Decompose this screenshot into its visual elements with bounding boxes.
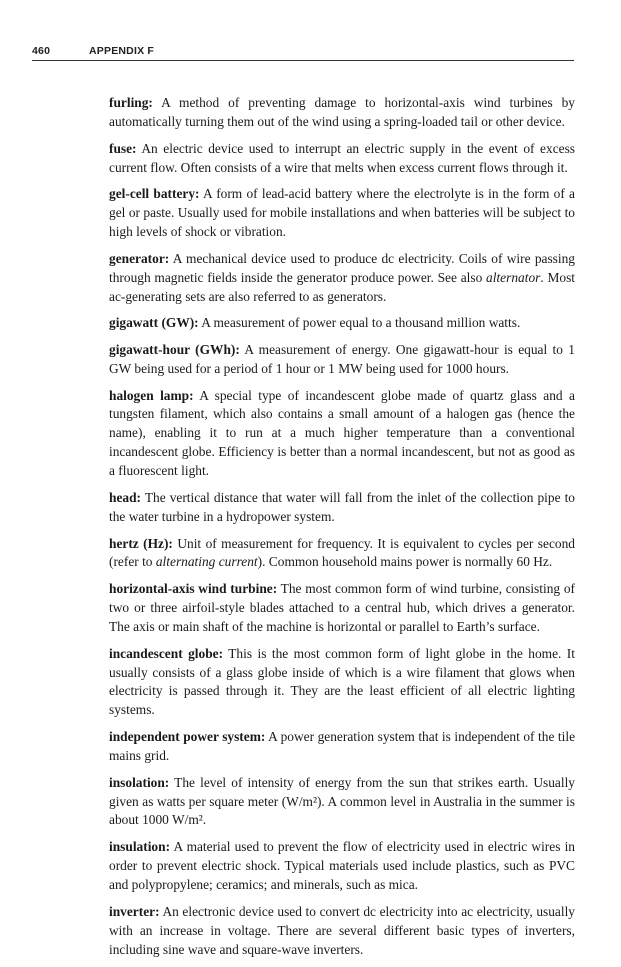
glossary-entry-horizontal-axis-wind-turbine: [109, 580, 575, 637]
glossary-entry-insolation: [109, 774, 575, 831]
glossary-definition: A measurement of power equal to a thousand million watts.: [201, 315, 521, 331]
section-label: APPENDIX F: [89, 45, 155, 57]
glossary-entry-independent-power-system: [109, 728, 575, 766]
glossary-term: gigawatt (GW):: [109, 315, 199, 331]
glossary-term: gel-cell battery:: [109, 186, 200, 202]
glossary-entry-head: [109, 489, 575, 527]
glossary-term: furling:: [109, 95, 153, 110]
page-number: 460: [32, 45, 51, 57]
glossary-definition: A special type of incandescent globe made of quartz glass and a tungsten filament, which also contains a small amount of a halogen gas (hence the name), enabling it to run at a much higher temperature than a conventional incandescent globe. Efficiency is better than a normal incandescent, but not as good as a fluorescent light.: [109, 387, 575, 479]
glossary-entry-halogen-lamp: [109, 387, 575, 482]
glossary-entry-incandescent-globe: [109, 645, 575, 721]
glossary-term: insolation:: [109, 774, 170, 790]
cross-reference: alternating current: [155, 554, 258, 570]
running-header: [32, 44, 574, 61]
glossary-definition: This is the most common form of light globe in the home. It usually consists of a glass globe inside of which is a wire filament that glows when electricity is passed through it. They are the least efficient of all electric lighting systems.: [109, 645, 575, 718]
glossary-term: head:: [109, 489, 141, 505]
glossary-entry-gigawatt-hour: [109, 341, 575, 379]
glossary-definition: The vertical distance that water will fall from the inlet of the collection pipe to the water turbine in a hydropower system.: [109, 489, 575, 524]
glossary-definition: An electronic device used to convert dc electricity into ac electricity, usually with an increase in voltage. There are several different basic types of inverters, including sine wave and square-wave inverters.: [109, 903, 576, 957]
glossary-definition: A mechanical device used to produce dc electricity. Coils of wire passing through magnetic fields inside the generator produce power. See also: [109, 250, 576, 285]
glossary-term: incandescent globe:: [109, 645, 224, 661]
glossary-term: gigawatt-hour (GWh):: [109, 341, 240, 357]
glossary-entry-gigawatt: [109, 314, 575, 333]
glossary-definition: The most common form of wind turbine, consisting of two or three airfoil-style blades attached to a central hub, which drives a generator. The axis or main shaft of the machine is horizontal or parallel to Earth’s surface.: [109, 581, 575, 634]
glossary-entry-generator: [109, 250, 575, 307]
glossary-definition: A power generation system that is independent of the tile mains grid.: [109, 729, 576, 763]
glossary-list: [109, 94, 575, 967]
glossary-definition: An electric device used to interrupt an electric supply in the event of excess current flow. Often consists of a wire that melts when excess current flows through it.: [109, 140, 575, 175]
glossary-definition: A material used to prevent the flow of electricity used in electric wires in order to prevent electric shock. Typical materials used include plastics, such as PVC and polypropylene; ceramics; and minerals, such as mica.: [109, 839, 575, 892]
glossary-entry-inverter: [109, 903, 575, 960]
glossary-term: halogen lamp:: [109, 387, 194, 403]
glossary-term: horizontal-axis wind turbine:: [109, 581, 278, 597]
glossary-term: insulation:: [109, 839, 171, 855]
glossary-term: generator:: [109, 250, 170, 266]
glossary-term: fuse:: [109, 140, 137, 156]
glossary-definition-tail: . Most ac-generating sets are also referred to as generators.: [109, 269, 575, 304]
glossary-definition-tail: ). Common household mains power is normally 60 Hz.: [257, 554, 553, 570]
cross-reference: alternator: [486, 269, 541, 285]
glossary-entry-fuse: [109, 140, 575, 178]
glossary-term: independent power system:: [109, 729, 266, 745]
glossary-entry-hertz: [109, 535, 575, 573]
glossary-definition: A form of lead-acid battery where the electrolyte is in the form of a gel or paste. Usually used for mobile installations and when batteries will be subject to high levels of shock or vibration.: [109, 186, 575, 240]
glossary-definition: A measurement of energy. One gigawatt-hour is equal to 1 GW being used for a period of 1 hour or 1 MW being used for 1000 hours.: [109, 341, 575, 376]
glossary-term: hertz (Hz):: [109, 535, 173, 551]
glossary-entry-insulation: [109, 838, 575, 895]
glossary-definition: Unit of measurement for frequency. It is equivalent to cycles per second (refer to: [109, 535, 575, 570]
glossary-definition: A method of preventing damage to horizontal-axis wind turbines by automatically turning them out of the wind using a spring-loaded tail or other device.: [109, 95, 576, 129]
glossary-term: inverter:: [109, 903, 160, 919]
glossary-entry-gel-cell-battery: [109, 185, 575, 242]
glossary-entry-furling: [109, 94, 575, 132]
glossary-definition: The level of intensity of energy from the sun that strikes earth. Usually given as watts per square meter (W/m²). A common level in Australia in the summer is about 1000 W/m².: [109, 774, 575, 828]
